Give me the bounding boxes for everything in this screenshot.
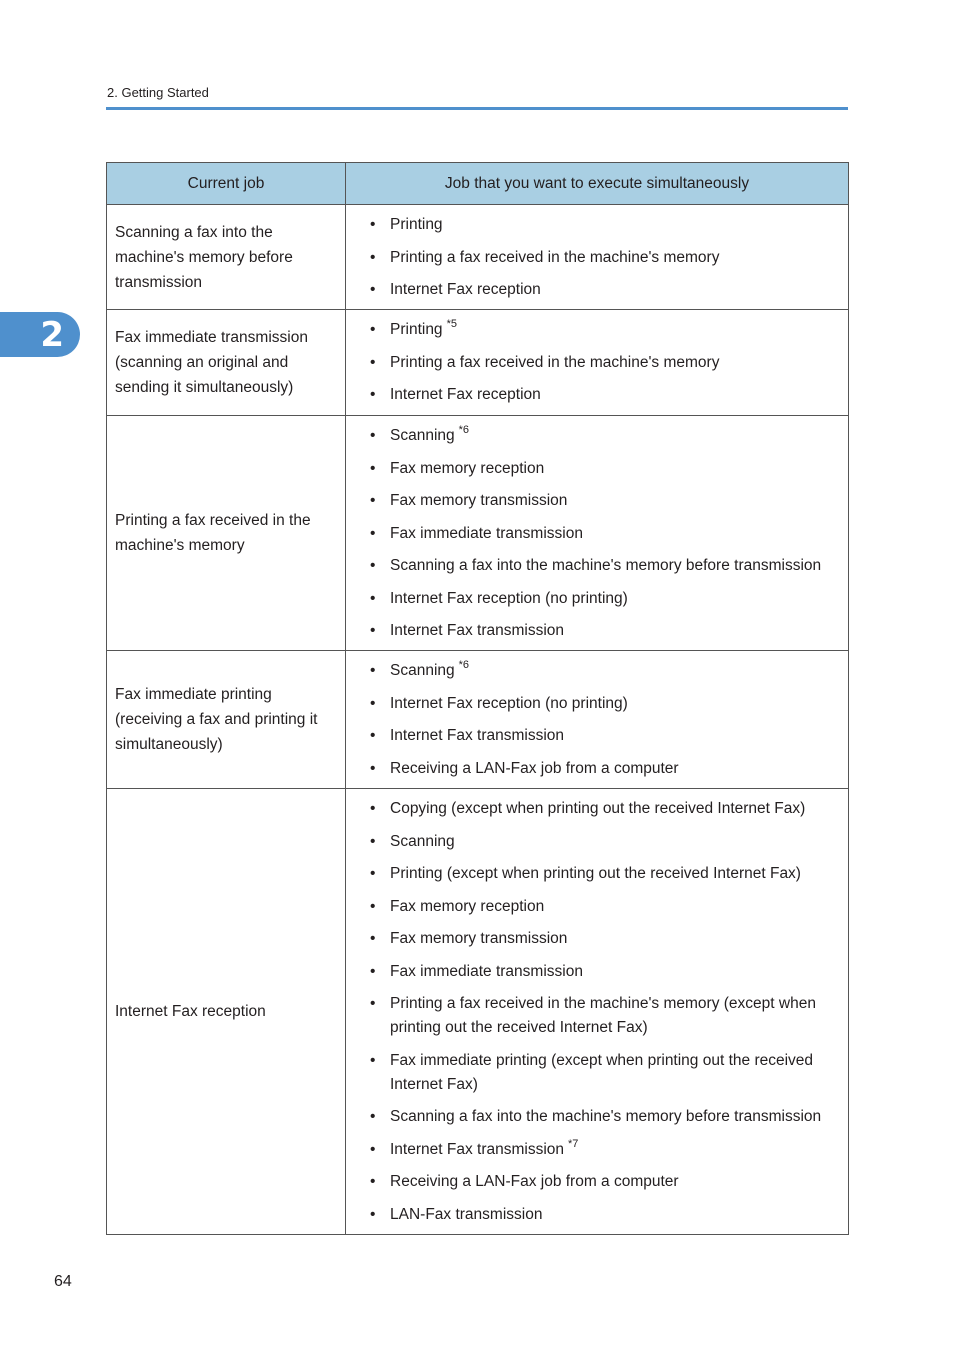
list-item — [356, 1203, 840, 1227]
table-row — [107, 651, 849, 789]
simultaneous-jobs-cell — [346, 416, 849, 651]
list-item-text: Fax memory transmission — [390, 492, 568, 509]
list-item — [356, 351, 840, 375]
table-row — [107, 310, 849, 416]
list-item-text: Fax memory transmission — [390, 930, 568, 947]
list-item-text: Fax memory reception — [390, 459, 545, 477]
footnote-reference: *6 — [458, 659, 470, 671]
list-item-text: Scanning — [390, 832, 455, 850]
list-item — [356, 692, 840, 716]
table-row — [107, 205, 849, 310]
chapter-tab — [0, 312, 80, 357]
list-item-text: Scanning a fax into the machine's memory before transmission — [390, 557, 822, 574]
header-rule — [106, 107, 848, 110]
list-item — [356, 992, 840, 1040]
list-item — [356, 1105, 840, 1129]
list-item-text: Internet Fax transmission — [390, 1140, 565, 1158]
list-item-text: Printing — [390, 321, 443, 338]
list-item — [356, 587, 840, 611]
list-item — [356, 797, 840, 821]
list-item — [356, 457, 840, 481]
list-item-text: Receiving a LAN-Fax job from a computer — [390, 1173, 679, 1190]
column-header-current-job: Current job — [107, 163, 346, 205]
column-header-simultaneous-job: Job that you want to execute simultaneously — [346, 163, 849, 205]
list-item — [356, 318, 840, 342]
simultaneous-jobs-list — [356, 797, 840, 1227]
list-item — [356, 278, 840, 302]
simultaneous-jobs-list — [356, 659, 840, 781]
list-item-text: Fax immediate transmission — [390, 524, 583, 542]
list-item — [356, 489, 840, 513]
list-item-text: Fax immediate transmission — [390, 962, 583, 980]
list-item — [356, 862, 840, 886]
list-item — [356, 1138, 840, 1162]
list-item — [356, 724, 840, 748]
current-job-cell: Fax immediate printing (receiving a fax and printing it simultaneously) — [107, 651, 346, 789]
footnote-reference: *5 — [446, 318, 457, 330]
list-item — [356, 246, 840, 270]
list-item-text: Scanning — [390, 427, 455, 444]
table-row — [107, 789, 849, 1235]
table-row — [107, 416, 849, 651]
list-item — [356, 554, 840, 578]
list-item-text: Fax memory reception — [390, 897, 545, 915]
list-item — [356, 1170, 840, 1194]
list-item — [356, 927, 840, 951]
list-item — [356, 213, 840, 237]
list-item-text: Printing — [390, 216, 443, 233]
list-item-text: Fax immediate printing (except when printing out the received Internet Fax) — [390, 1051, 814, 1093]
list-item — [356, 383, 840, 407]
running-header: 2. Getting Started — [107, 85, 209, 100]
list-item — [356, 757, 840, 781]
simultaneous-jobs-cell — [346, 789, 849, 1235]
page-number: 64 — [54, 1273, 72, 1290]
list-item — [356, 895, 840, 919]
simultaneous-jobs-table — [106, 162, 849, 1235]
simultaneous-jobs-cell — [346, 205, 849, 310]
list-item — [356, 424, 840, 448]
list-item-text: Scanning a fax into the machine's memory before transmission — [390, 1108, 822, 1125]
list-item-text: Internet Fax reception (no printing) — [390, 589, 628, 607]
current-job-cell: Fax immediate transmission (scanning an original and sending it simultaneously) — [107, 310, 346, 416]
list-item — [356, 830, 840, 854]
list-item-text: Internet Fax reception — [390, 386, 541, 403]
list-item-text: Internet Fax reception — [390, 281, 541, 298]
table-body — [107, 205, 849, 1235]
simultaneous-jobs-list — [356, 213, 840, 302]
list-item — [356, 960, 840, 984]
simultaneous-jobs-list — [356, 424, 840, 643]
list-item-text: Copying (except when printing out the received Internet Fax) — [390, 800, 806, 817]
list-item-text: Internet Fax transmission — [390, 727, 565, 744]
current-job-cell: Internet Fax reception — [107, 789, 346, 1235]
list-item-text: Printing a fax received in the machine's memory — [390, 248, 720, 266]
simultaneous-jobs-list — [356, 318, 840, 407]
simultaneous-jobs-cell — [346, 310, 849, 416]
list-item — [356, 522, 840, 546]
footnote-reference: *7 — [568, 1137, 579, 1150]
list-item — [356, 619, 840, 643]
list-item — [356, 1049, 840, 1097]
footnote-reference: *6 — [458, 424, 470, 436]
list-item-text: Internet Fax reception (no printing) — [390, 694, 628, 712]
list-item-text: Printing (except when printing out the received Internet Fax) — [390, 865, 801, 882]
current-job-cell: Printing a fax received in the machine's memory — [107, 416, 346, 651]
list-item-text: Scanning — [390, 662, 455, 679]
chapter-number: 2 — [40, 314, 64, 355]
list-item-text: Receiving a LAN-Fax job from a computer — [390, 759, 679, 777]
list-item-text: Internet Fax transmission — [390, 622, 565, 639]
list-item-text: Printing a fax received in the machine's memory — [390, 353, 720, 371]
list-item — [356, 659, 840, 683]
simultaneous-jobs-cell — [346, 651, 849, 789]
list-item-text: Printing a fax received in the machine's memory (except when printing out the received Internet Fax) — [390, 995, 816, 1036]
current-job-cell: Scanning a fax into the machine's memory before transmission — [107, 205, 346, 310]
table-header-row — [107, 163, 849, 205]
list-item-text: LAN-Fax transmission — [390, 1205, 543, 1223]
